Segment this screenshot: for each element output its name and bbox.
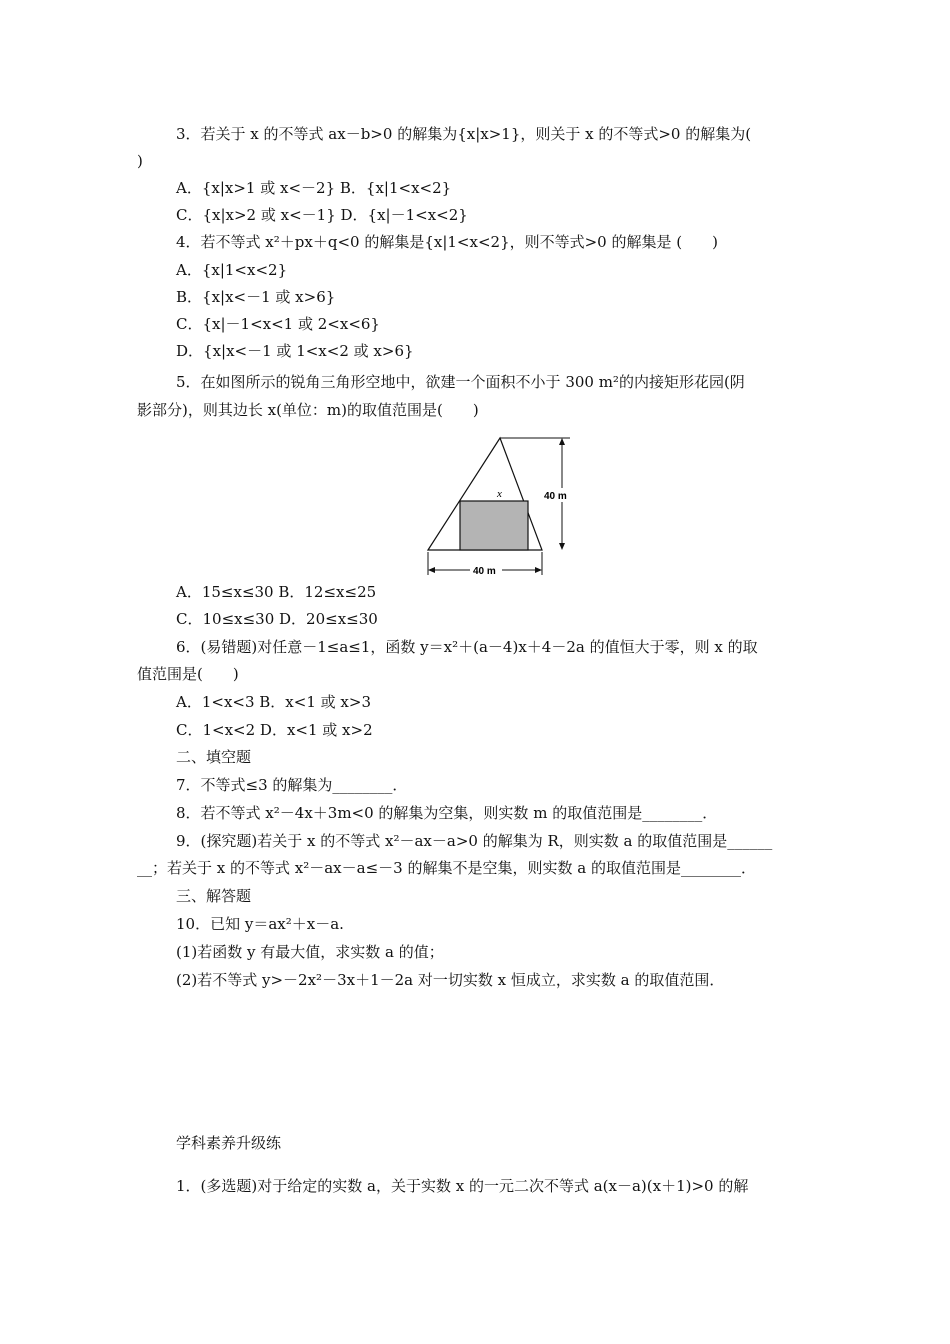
base-arrow-left bbox=[428, 567, 435, 573]
q3-options-cd: C．{x|x>2 或 x<－1} D．{x|－1<x<2} bbox=[176, 206, 468, 224]
q6-stem: 6．(易错题)对任意－1≤a≤1，函数 y＝x²＋(a－4)x＋4－2a 的值恒大于零，则 x 的取 bbox=[176, 638, 758, 656]
q10-part1: (1)若函数 y 有最大值，求实数 a 的值； bbox=[176, 943, 444, 961]
height-arrow-up bbox=[559, 438, 565, 445]
q4-option-a: A．{x|1<x<2} bbox=[176, 261, 288, 279]
q4-stem: 4．若不等式 x²＋px＋q<0 的解集是{x|1<x<2}，则不等式>0 的解集是 ( ) bbox=[176, 233, 718, 251]
height-arrow-down bbox=[559, 543, 565, 550]
triangle-figure bbox=[420, 430, 580, 584]
q8: 8．若不等式 x²－4x＋3m<0 的解集为空集，则实数 m 的取值范围是________． bbox=[176, 804, 718, 822]
q7: 7．不等式≤3 的解集为________． bbox=[176, 776, 408, 794]
q4-option-d: D．{x|x<－1 或 1<x<2 或 x>6} bbox=[176, 342, 414, 360]
base-arrow-right bbox=[535, 567, 542, 573]
section-fill-in-title: 二、填空题 bbox=[176, 748, 252, 766]
section-answer-title: 三、解答题 bbox=[176, 887, 252, 905]
garden-rectangle bbox=[460, 501, 528, 550]
q5-options-cd: C．10≤x≤30 D．20≤x≤30 bbox=[176, 610, 378, 628]
q5-stem: 5．在如图所示的锐角三角形空地中，欲建一个面积不小于 300 m²的内接矩形花园(阴 bbox=[176, 373, 745, 391]
triangle-diagram bbox=[420, 430, 580, 580]
q6-options-cd: C．1<x<2 D．x<1 或 x>2 bbox=[176, 721, 373, 739]
q3-stem-cont: ) bbox=[137, 152, 143, 170]
q6-stem-cont: 值范围是( ) bbox=[137, 665, 239, 683]
q6-options-ab: A．1<x<3 B．x<1 或 x>3 bbox=[176, 693, 371, 711]
q5-options-ab: A．15≤x≤30 B．12≤x≤25 bbox=[176, 583, 377, 601]
upgrade-q1: 1．(多选题)对于给定的实数 a，关于实数 x 的一元二次不等式 a(x－a)(x＋1)>0 的解 bbox=[176, 1177, 749, 1195]
label-base: 40 m bbox=[473, 566, 496, 577]
section-upgrade-title: 学科素养升级练 bbox=[176, 1134, 282, 1152]
q10-part2: (2)若不等式 y>－2x²－3x＋1－2a 对一切实数 x 恒成立，求实数 a 的取值范围． bbox=[176, 971, 725, 989]
q3-options-ab: A．{x|x>1 或 x<－2} B．{x|1<x<2} bbox=[176, 179, 452, 197]
label-height: 40 m bbox=[544, 491, 567, 502]
q9: 9．(探究题)若关于 x 的不等式 x²－ax－a>0 的解集为 R，则实数 a 的取值范围是______ bbox=[176, 832, 773, 850]
q9-cont: __；若关于 x 的不等式 x²－ax－a≤－3 的解集不是空集，则实数 a 的取值范围是________． bbox=[137, 859, 756, 877]
q10-stem: 10．已知 y＝ax²＋x－a. bbox=[176, 915, 344, 933]
q5-stem-cont: 影部分)，则其边长 x(单位：m)的取值范围是( ) bbox=[137, 401, 479, 419]
q4-option-c: C．{x|－1<x<1 或 2<x<6} bbox=[176, 315, 380, 333]
label-x: x bbox=[497, 488, 502, 500]
q3-stem: 3．若关于 x 的不等式 ax－b>0 的解集为{x|x>1}，则关于 x 的不等式>0 的解集为( bbox=[176, 125, 752, 143]
q4-option-b: B．{x|x<－1 或 x>6} bbox=[176, 288, 336, 306]
